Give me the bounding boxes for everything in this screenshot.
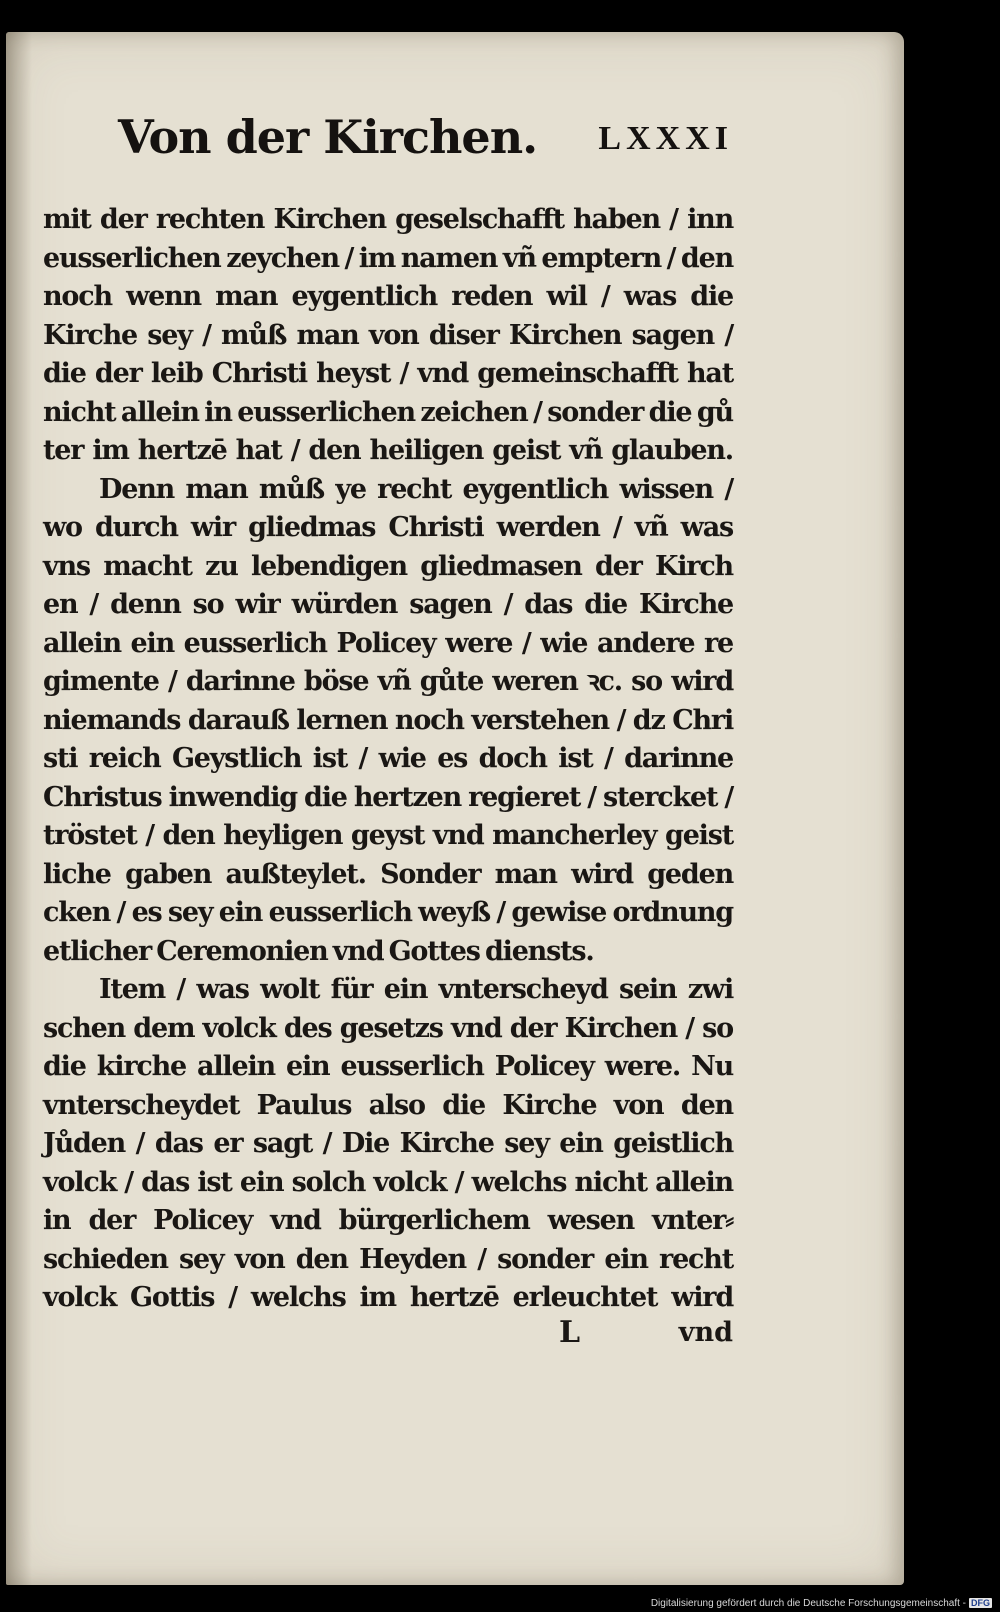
text-line: en / denn so wir würden sagen / das die Kirche [43,589,733,620]
text-line: ter im hertzē hat / den heiligen geist vñ glauben. [43,435,733,466]
text-line: vns macht zu lebendigen gliedmasen der Kirch [43,550,733,582]
text-line: Item / was wolt für ein vnterscheyd sein zwi [99,974,733,1005]
page-header [118,110,733,180]
text-line: liche gaben außteylet. Sonder man wird geden [43,858,733,890]
text-line: in der Policey vnd bürgerlichem wesen vnter⸗ [43,1205,733,1236]
text-line: vnterscheydet Paulus also die Kirche von den [43,1089,733,1121]
catchword: vnd [678,1317,733,1348]
text-line: gimente / darinne böse vñ gůte weren ꝛc. so wird [43,666,733,697]
text-line: Jůden / das er sagt / Die Kirche sey ein geistlich [43,1128,733,1159]
text-line: Denn man můß ye recht eygentlich wissen / [99,473,733,505]
page-footer [559,1315,733,1355]
text-line: noch wenn man eygentlich reden wil / was die [43,281,733,312]
folio-number: LXXXI [598,120,733,157]
text-line: allein ein eusserlich Policey were / wie andere re [43,627,733,659]
text-line: mit der rechten Kirchen geselschafft haben / inn [43,204,733,235]
text-line: sti reich Geystlich ist / wie es doch ist / darinne [43,743,733,774]
text-line: wo durch wir gliedmas Christi werden / vñ was [43,512,733,543]
text-line: die der leib Christi heyst / vnd gemeinschafft hat [43,358,733,389]
dfg-logo: DFG [971,1598,990,1608]
text-line: volck / das ist ein solch volck / welchs nicht allein [43,1166,733,1198]
book-page [6,32,904,1585]
text-line: niemands darauß lernen noch verstehen / dz Chri [43,704,733,736]
credit-text: Digitalisierung gefördert durch die Deutsche Forschungsgemeinschaft - [650,1598,966,1609]
text-line: tröstet / den heyligen geyst vnd mancherley geist [43,820,733,851]
text-line: eusserlichen zeychen / im namen vñ emptern / den [43,242,733,274]
signature-mark: L [559,1315,581,1350]
text-line: volck Gottis / welchs im hertzē erleuchtet wird [43,1282,733,1313]
text-line: die kirche allein ein eusserlich Policey were. Nu [43,1051,733,1082]
text-line: schen dem volck des gesetzs vnd der Kirchen / so [43,1012,733,1044]
body-text [43,201,733,1318]
running-head: Von der Kirchen. [118,110,538,164]
text-line: cken / es sey ein eusserlich weyß / gewise ordnung [43,897,733,928]
text-line: etlicher Ceremonien vnd Gottes diensts. [43,935,594,967]
text-line: schieden sey von den Heyden / sonder ein recht [43,1243,733,1275]
text-line: Christus inwendig die hertzen regieret / stercket / [43,781,733,813]
text-line: nicht allein in eusserlichen zeichen / sonder die gů [43,396,733,428]
digitization-credit [651,1598,992,1609]
text-line: Kirche sey / můß man von diser Kirchen sagen / [43,319,733,351]
